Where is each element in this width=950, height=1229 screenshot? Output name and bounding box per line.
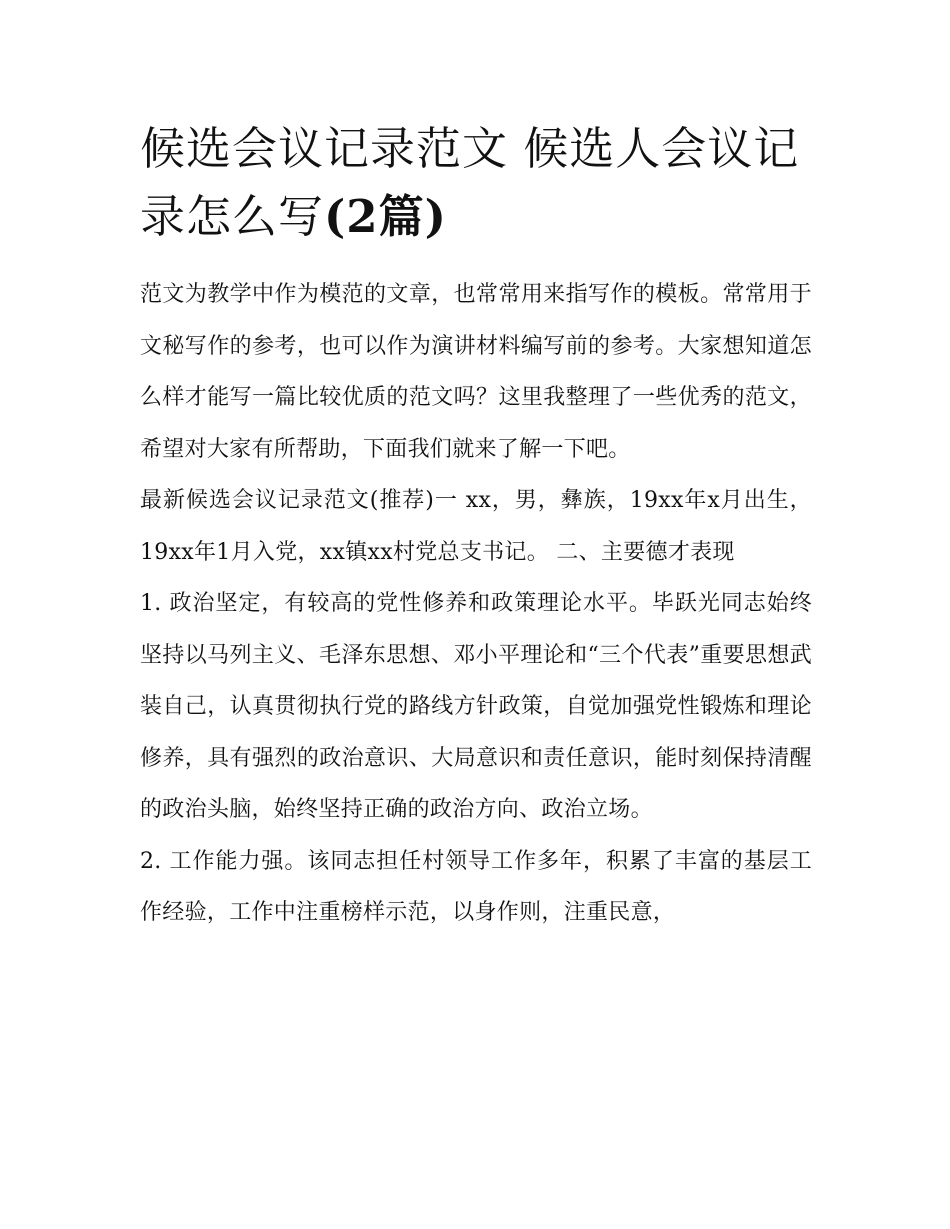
intro-paragraph: 范文为教学中作为模范的文章，也常常用来指写作的模板。常常用于文秘写作的参考，也可以作为演讲材料编写前的参考。大家想知道怎么样才能写一篇比较优质的范文吗？这里我整理了一些优秀的范文，希望对大家有所帮助，下面我们就来了解一下吧。 bbox=[140, 282, 812, 462]
point-2-paragraph: 2. 工作能力强。该同志担任村领导工作多年，积累了丰富的基层工作经验，工作中注重榜样示范，以身作则，注重民意， bbox=[140, 848, 812, 925]
document-title-main: 候选会议记录范文 候选人会议记录怎么写 bbox=[140, 122, 800, 243]
document-body bbox=[140, 112, 812, 939]
candidate-info-paragraph: 最新候选会议记录范文(推荐)一 xx，男，彝族，19xx年x月出生，19xx年1月入党，xx镇xx村党总支书记。 二、主要德才表现 bbox=[140, 488, 812, 565]
document-title-count: (2篇) bbox=[324, 190, 447, 243]
document-title bbox=[140, 112, 812, 269]
point-1-paragraph: 1. 政治坚定，有较高的党性修养和政策理论水平。毕跃光同志始终坚持以马列主义、毛泽东思想、邓小平理论和“三个代表”重要思想武装自己，认真贯彻执行党的路线方针政策，自觉加强党性锻炼和理论修养，具有强烈的政治意识、大局意识和责任意识，能时刻保持清醒的政治头脑，始终坚持正确的政治方向、政治立场。 bbox=[140, 591, 812, 822]
